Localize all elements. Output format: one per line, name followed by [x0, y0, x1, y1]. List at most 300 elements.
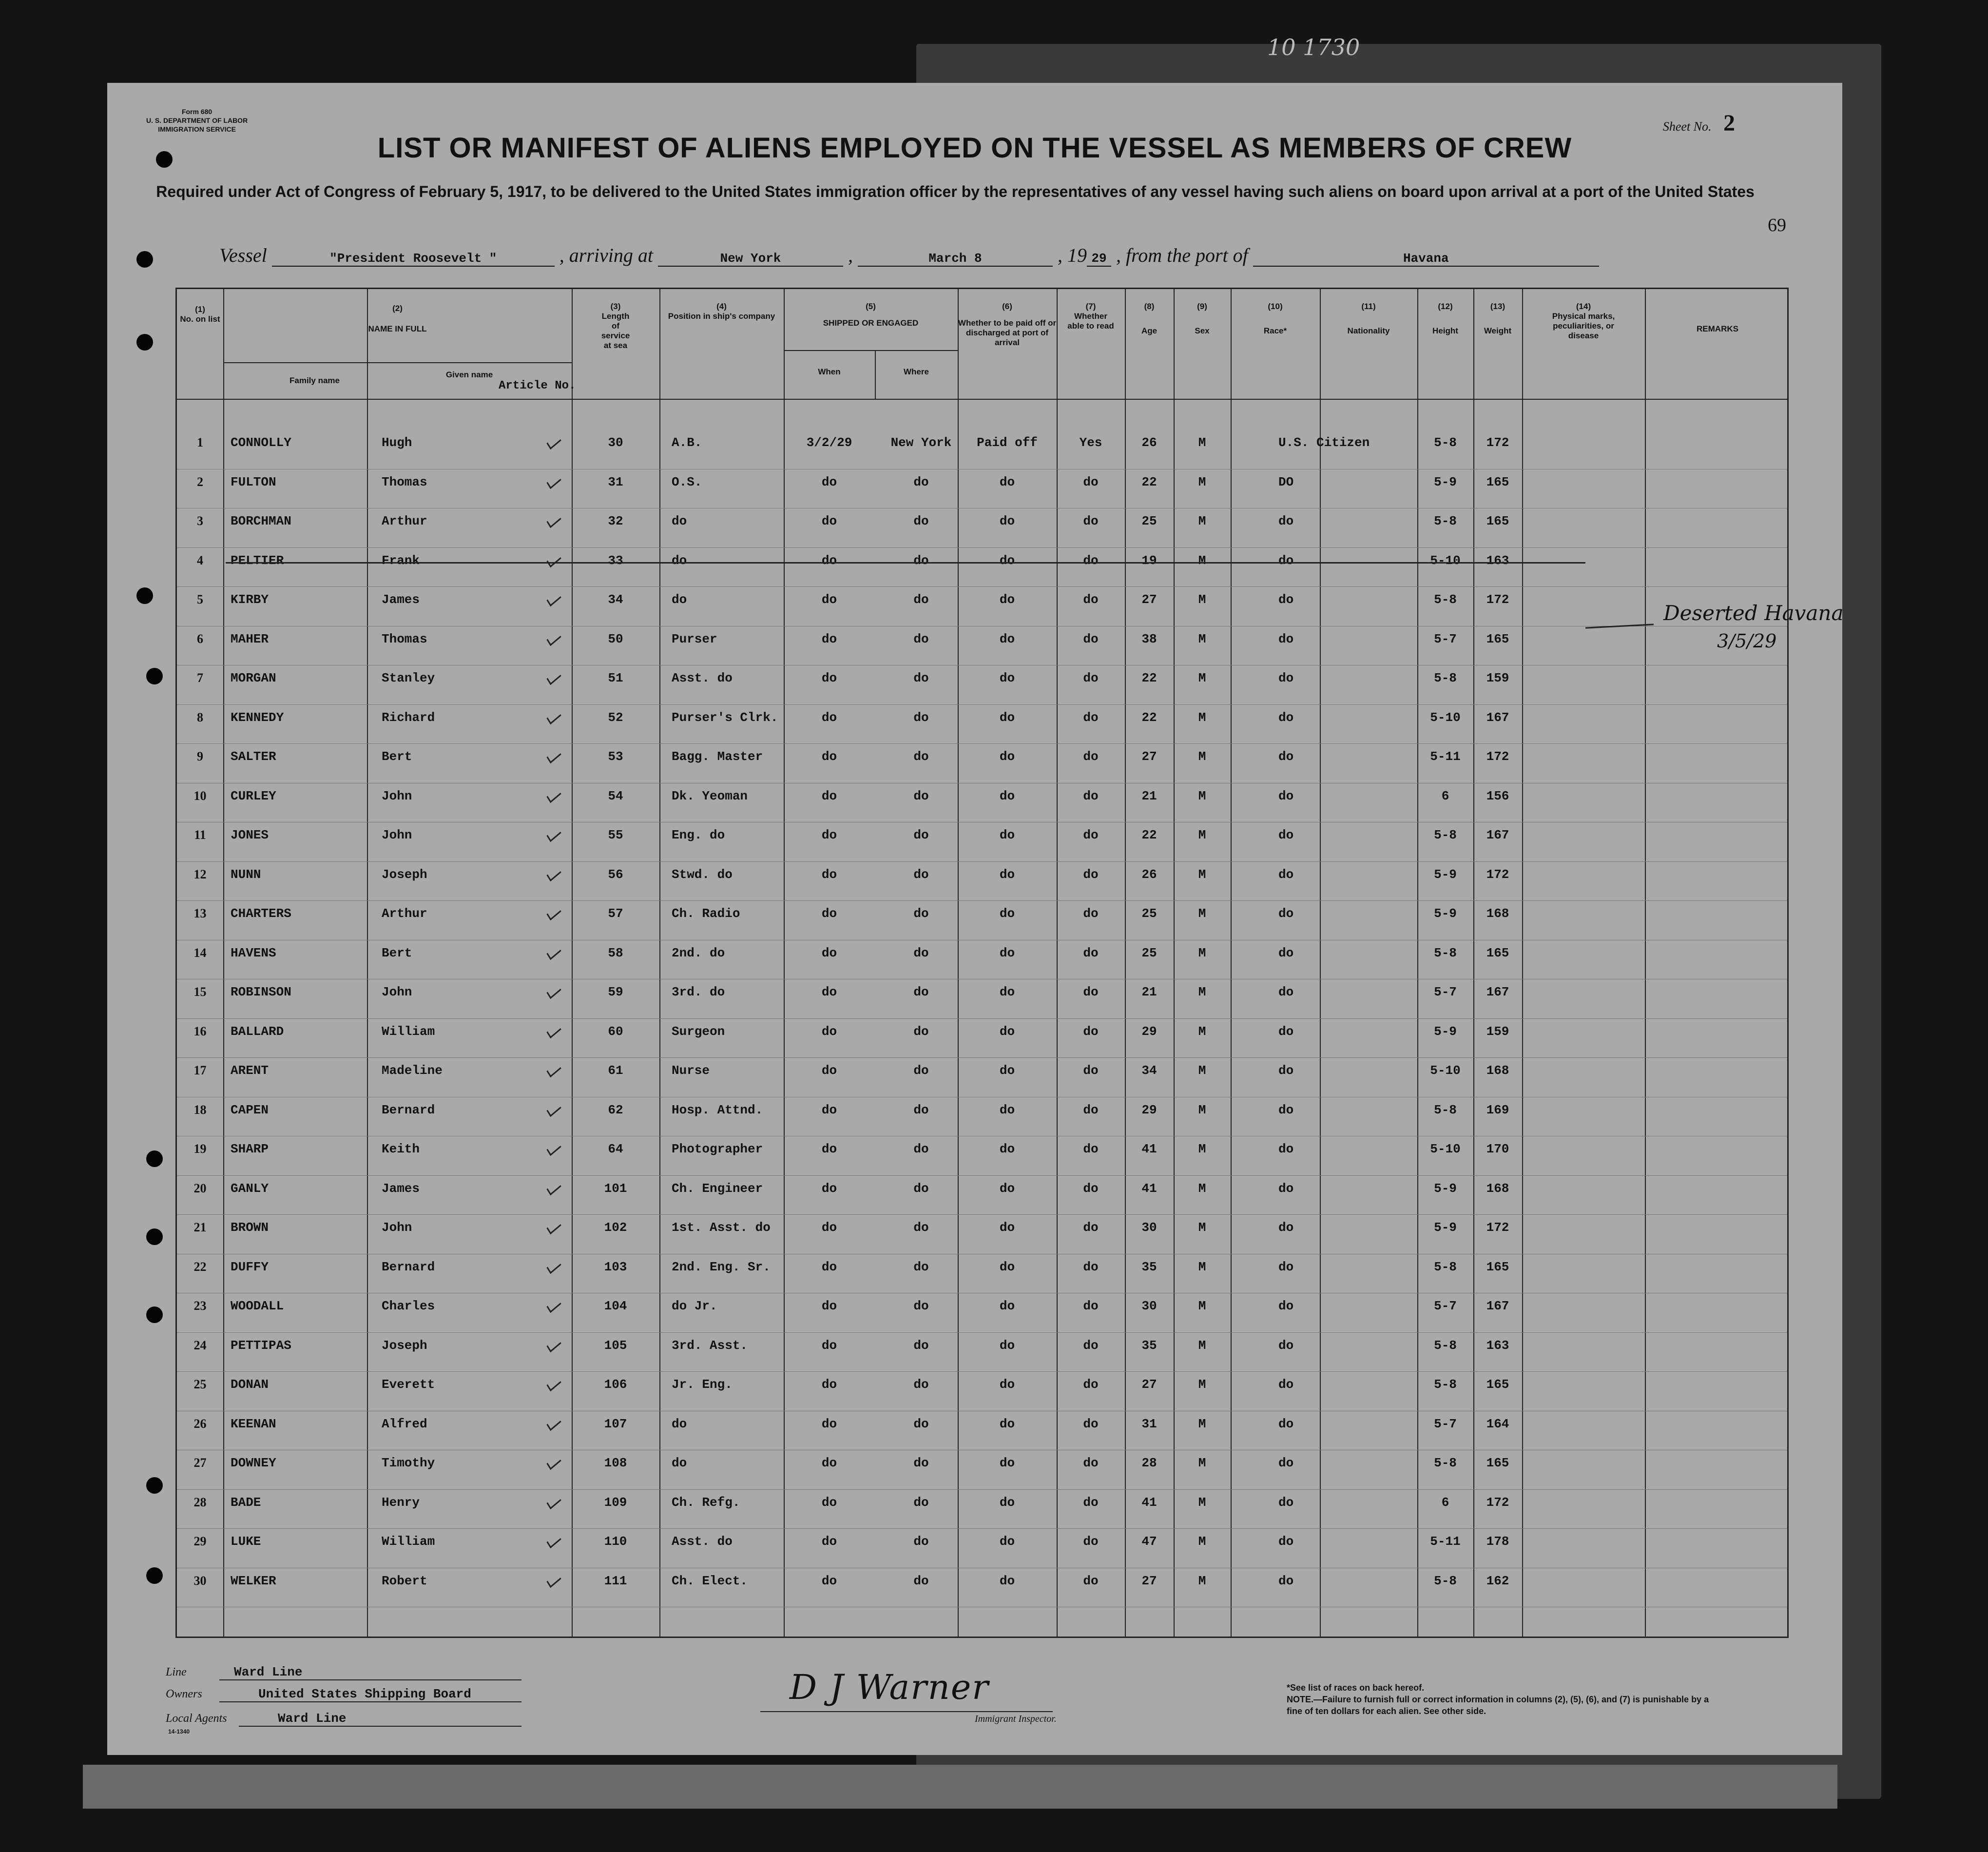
- check-mark-icon: [545, 1493, 564, 1506]
- cell-sex: M: [1198, 631, 1206, 646]
- cell-position: O.S.: [672, 474, 702, 489]
- cell-height: 5-8: [1434, 1102, 1457, 1117]
- cell-row-number: 18: [193, 1102, 207, 1117]
- cell-given-name: Bert: [382, 749, 412, 764]
- row-rule: [177, 1057, 1787, 1058]
- footer-notes: [1287, 1682, 1725, 1717]
- cell-shipped-when: do: [821, 1377, 837, 1392]
- cell-shipped-when: do: [821, 1181, 837, 1196]
- cell-age: 30: [1141, 1299, 1157, 1313]
- cell-shipped-when: do: [821, 1299, 837, 1313]
- cell-given-name: Joseph: [382, 1338, 427, 1353]
- cell-age: 29: [1141, 1102, 1157, 1117]
- cell-family-name: DONAN: [231, 1377, 269, 1392]
- cell-able-to-read: do: [1083, 1416, 1099, 1431]
- cell-position: Eng. do: [672, 828, 725, 842]
- cell-height: 5-8: [1434, 1456, 1457, 1470]
- remark-deserted: Deserted Havana: [1663, 601, 1844, 625]
- cell-service-length: 55: [608, 828, 623, 842]
- note-penalty: NOTE.—Failure to furnish full or correct information in columns (2), (5), (6), and (7) is punishable by a fine of ten dollars for each alien. See other side.: [1287, 1695, 1709, 1716]
- remark-pointer-line: [1585, 624, 1654, 628]
- col-height-header: (12) Height: [1432, 302, 1458, 335]
- cell-height: 5-9: [1434, 1024, 1457, 1039]
- cell-given-name: Stanley: [382, 671, 435, 685]
- row-rule: [177, 1175, 1787, 1176]
- cell-age: 47: [1141, 1534, 1157, 1549]
- cell-shipped-where: do: [913, 906, 929, 921]
- cell-shipped-where: do: [913, 945, 929, 960]
- cell-shipped-when: do: [821, 474, 837, 489]
- cell-family-name: MORGAN: [231, 671, 276, 685]
- cell-able-to-read: do: [1083, 788, 1099, 803]
- cell-shipped-when: do: [821, 631, 837, 646]
- cell-paid-off: do: [999, 514, 1015, 528]
- cell-sex: M: [1198, 1456, 1206, 1470]
- cell-given-name: Alfred: [382, 1416, 427, 1431]
- punch-hole: [146, 1306, 163, 1323]
- crew-table: [175, 288, 1844, 1638]
- cell-position: Stwd. do: [672, 867, 733, 882]
- cell-nationality: do: [1278, 945, 1294, 960]
- signature-line: [760, 1711, 1053, 1712]
- cell-sex: M: [1198, 710, 1206, 725]
- cell-row-number: 8: [197, 710, 203, 724]
- cell-age: 19: [1141, 553, 1157, 568]
- cell-able-to-read: do: [1083, 906, 1099, 921]
- arrival-port: New York: [658, 251, 843, 267]
- cell-nationality: do: [1278, 671, 1294, 685]
- punch-hole: [136, 587, 153, 604]
- departure-port: Havana: [1253, 251, 1599, 267]
- cell-nationality: do: [1278, 1573, 1294, 1588]
- cell-shipped-when: 3/2/29: [806, 435, 852, 450]
- vessel-name: "President Roosevelt ": [272, 251, 555, 267]
- vessel-line: Vessel "President Roosevelt " , arriving at New York , March 8 , 19 29 , from the port of Havana: [219, 244, 1599, 267]
- cell-shipped-where: do: [913, 1416, 929, 1431]
- cell-height: 5-7: [1434, 1416, 1457, 1431]
- cell-sex: M: [1198, 1299, 1206, 1313]
- cell-family-name: CURLEY: [231, 788, 276, 803]
- cell-position: Bagg. Master: [672, 749, 763, 764]
- row-rule: [177, 704, 1787, 705]
- check-mark-icon: [545, 1297, 564, 1309]
- cell-service-length: 60: [608, 1024, 623, 1039]
- cell-weight: 168: [1486, 906, 1509, 921]
- check-mark-icon: [545, 590, 564, 603]
- cell-weight: 165: [1486, 945, 1509, 960]
- cell-nationality: U.S. Citizen: [1278, 435, 1370, 450]
- cell-weight: 167: [1486, 710, 1509, 725]
- cell-able-to-read: do: [1083, 671, 1099, 685]
- cell-nationality: do: [1278, 1259, 1294, 1274]
- cell-row-number: 5: [197, 592, 203, 606]
- underlying-page-edge: [83, 1765, 1837, 1809]
- cell-weight: 168: [1486, 1063, 1509, 1078]
- cell-shipped-where: do: [913, 474, 929, 489]
- cell-service-length: 31: [608, 474, 623, 489]
- cell-paid-off: do: [999, 1495, 1015, 1510]
- cell-position: A.B.: [672, 435, 702, 450]
- remark-deserted-date: 3/5/29: [1717, 630, 1777, 652]
- cell-nationality: do: [1278, 1338, 1294, 1353]
- cell-paid-off: do: [999, 1573, 1015, 1588]
- cell-sex: M: [1198, 474, 1206, 489]
- cell-shipped-where: do: [913, 1495, 929, 1510]
- cell-paid-off: do: [999, 1534, 1015, 1549]
- cell-weight: 169: [1486, 1102, 1509, 1117]
- cell-paid-off: do: [999, 1338, 1015, 1353]
- cell-row-number: 19: [193, 1142, 207, 1156]
- manifest-page: [107, 83, 1842, 1755]
- cell-shipped-when: do: [821, 1338, 837, 1353]
- cell-weight: 172: [1486, 1495, 1509, 1510]
- cell-height: 5-8: [1434, 671, 1457, 685]
- cell-row-number: 13: [193, 906, 207, 920]
- cell-service-length: 30: [608, 435, 623, 450]
- cell-height: 5-8: [1434, 435, 1457, 450]
- cell-shipped-when: do: [821, 710, 837, 725]
- cell-family-name: DUFFY: [231, 1259, 269, 1274]
- cell-row-number: 25: [193, 1377, 207, 1391]
- col-remarks-header: REMARKS: [1697, 324, 1738, 333]
- cell-shipped-when: do: [821, 788, 837, 803]
- check-mark-icon: [545, 904, 564, 917]
- cell-able-to-read: do: [1083, 1220, 1099, 1235]
- form-department: U. S. DEPARTMENT OF LABOR: [146, 117, 248, 124]
- cell-sex: M: [1198, 1102, 1206, 1117]
- cell-able-to-read: do: [1083, 749, 1099, 764]
- cell-family-name: CAPEN: [231, 1102, 269, 1117]
- cell-service-length: 111: [604, 1573, 627, 1588]
- cell-weight: 165: [1486, 1259, 1509, 1274]
- cell-family-name: KENNEDY: [231, 710, 284, 725]
- cell-position: Ch. Refg.: [672, 1495, 740, 1510]
- cell-row-number: 27: [193, 1456, 207, 1470]
- cell-given-name: Madeline: [382, 1063, 443, 1078]
- cell-age: 27: [1141, 592, 1157, 607]
- cell-age: 41: [1141, 1142, 1157, 1156]
- cell-nationality: do: [1278, 553, 1294, 568]
- cell-height: 5-9: [1434, 906, 1457, 921]
- cell-height: 5-10: [1430, 1142, 1461, 1156]
- cell-able-to-read: do: [1083, 1534, 1099, 1549]
- cell-height: 5-10: [1430, 710, 1461, 725]
- cell-paid-off: do: [999, 1220, 1015, 1235]
- cell-nationality: do: [1278, 1220, 1294, 1235]
- cell-weight: 178: [1486, 1534, 1509, 1549]
- cell-shipped-when: do: [821, 1142, 837, 1156]
- cell-nationality: do: [1278, 749, 1294, 764]
- cell-weight: 172: [1486, 1220, 1509, 1235]
- cell-weight: 172: [1486, 435, 1509, 450]
- cell-service-length: 58: [608, 945, 623, 960]
- cell-paid-off: do: [999, 867, 1015, 882]
- cell-height: 5-7: [1434, 1299, 1457, 1313]
- note-races: *See list of races on back hereof.: [1287, 1683, 1425, 1693]
- cell-age: 25: [1141, 514, 1157, 528]
- cell-height: 5-11: [1430, 1534, 1461, 1549]
- cell-shipped-when: do: [821, 1102, 837, 1117]
- cell-sex: M: [1198, 749, 1206, 764]
- cell-shipped-where: do: [913, 1299, 929, 1313]
- cell-shipped-when: do: [821, 1456, 837, 1470]
- cell-weight: 163: [1486, 553, 1509, 568]
- cell-age: 25: [1141, 906, 1157, 921]
- strike-through-line: [226, 562, 1585, 564]
- cell-row-number: 12: [193, 867, 207, 881]
- cell-sex: M: [1198, 671, 1206, 685]
- cell-sex: M: [1198, 1142, 1206, 1156]
- cell-shipped-when: do: [821, 749, 837, 764]
- owners-label: Owners: [166, 1688, 202, 1700]
- cell-row-number: 7: [197, 671, 203, 685]
- cell-shipped-when: do: [821, 592, 837, 607]
- from-label: , from the port of: [1116, 244, 1248, 266]
- cell-weight: 165: [1486, 1456, 1509, 1470]
- check-mark-icon: [545, 630, 564, 643]
- cell-position: Ch. Elect.: [672, 1573, 748, 1588]
- punch-hole: [146, 1567, 163, 1584]
- cell-paid-off: do: [999, 945, 1015, 960]
- cell-family-name: MAHER: [231, 631, 269, 646]
- cell-service-length: 56: [608, 867, 623, 882]
- cell-family-name: PELTIER: [231, 553, 284, 568]
- cell-shipped-when: do: [821, 1534, 837, 1549]
- cell-given-name: James: [382, 1181, 420, 1196]
- footer-owners: [166, 1687, 521, 1702]
- cell-age: 41: [1141, 1495, 1157, 1510]
- cell-family-name: GANLY: [231, 1181, 269, 1196]
- cell-service-length: 34: [608, 592, 623, 607]
- cell-service-length: 33: [608, 553, 623, 568]
- check-mark-icon: [545, 669, 564, 682]
- cell-weight: 167: [1486, 985, 1509, 999]
- form-number: Form 680: [181, 108, 212, 116]
- form-code: 14-1340: [168, 1728, 190, 1735]
- sheet-value: 2: [1723, 110, 1735, 136]
- form-service: IMMIGRATION SERVICE: [158, 125, 236, 133]
- arriving-label: , arriving at: [559, 244, 653, 266]
- arrival-year: 29: [1087, 251, 1111, 267]
- cell-given-name: Frank: [382, 553, 420, 568]
- col-family-name-header: Family name: [290, 376, 340, 385]
- col-service-header: (3) Length of service at sea: [601, 302, 630, 350]
- cell-service-length: 107: [604, 1416, 627, 1431]
- row-rule: [177, 1528, 1787, 1529]
- year-prefix: , 19: [1058, 244, 1087, 266]
- check-mark-icon: [545, 1415, 564, 1427]
- cell-nationality: do: [1278, 1534, 1294, 1549]
- cell-age: 26: [1141, 867, 1157, 882]
- cell-shipped-when: do: [821, 906, 837, 921]
- cell-service-length: 106: [604, 1377, 627, 1392]
- cell-row-number: 6: [197, 631, 203, 646]
- cell-shipped-where: do: [913, 985, 929, 999]
- cell-position: Asst. do: [672, 671, 733, 685]
- check-mark-icon: [545, 865, 564, 878]
- cell-given-name: Bert: [382, 945, 412, 960]
- cell-age: 21: [1141, 985, 1157, 999]
- cell-service-length: 61: [608, 1063, 623, 1078]
- cell-able-to-read: do: [1083, 1377, 1099, 1392]
- cell-position: Dk. Yeoman: [672, 788, 748, 803]
- cell-weight: 163: [1486, 1338, 1509, 1353]
- cell-given-name: Joseph: [382, 867, 427, 882]
- cell-weight: 156: [1486, 788, 1509, 803]
- col-race-header: (10) Race*: [1263, 302, 1287, 335]
- cell-sex: M: [1198, 1495, 1206, 1510]
- cell-position: 2nd. Eng. Sr.: [672, 1259, 771, 1274]
- cell-service-length: 59: [608, 985, 623, 999]
- line-label: Line: [166, 1666, 187, 1678]
- cell-height: 5-9: [1434, 867, 1457, 882]
- cell-height: 5-9: [1434, 1181, 1457, 1196]
- cell-age: 21: [1141, 788, 1157, 803]
- col-shipped-header: (5) SHIPPED OR ENGAGED: [823, 302, 919, 328]
- cell-height: 5-9: [1434, 1220, 1457, 1235]
- row-rule: [177, 547, 1787, 548]
- check-mark-icon: [545, 512, 564, 525]
- cell-shipped-when: do: [821, 1063, 837, 1078]
- cell-nationality: do: [1278, 1102, 1294, 1117]
- cell-paid-off: do: [999, 671, 1015, 685]
- check-mark-icon: [545, 1532, 564, 1545]
- cell-able-to-read: do: [1083, 592, 1099, 607]
- cell-family-name: FULTON: [231, 474, 276, 489]
- cell-family-name: BROWN: [231, 1220, 269, 1235]
- cell-paid-off: do: [999, 631, 1015, 646]
- cell-nationality: do: [1278, 906, 1294, 921]
- check-mark-icon: [545, 1454, 564, 1466]
- cell-weight: 165: [1486, 514, 1509, 528]
- cell-weight: 168: [1486, 1181, 1509, 1196]
- cell-paid-off: do: [999, 553, 1015, 568]
- cell-paid-off: do: [999, 1102, 1015, 1117]
- cell-given-name: William: [382, 1024, 435, 1039]
- col-position-header: (4) Position in ship's company: [668, 302, 775, 321]
- cell-position: do Jr.: [672, 1299, 717, 1313]
- cell-service-length: 54: [608, 788, 623, 803]
- cell-given-name: Bernard: [382, 1259, 435, 1274]
- cell-height: 5-9: [1434, 474, 1457, 489]
- article-no-label: Article No.: [499, 379, 576, 392]
- row-rule: [177, 1332, 1787, 1333]
- cell-able-to-read: do: [1083, 710, 1099, 725]
- cell-position: 3rd. Asst.: [672, 1338, 748, 1353]
- cell-sex: M: [1198, 1416, 1206, 1431]
- cell-shipped-where: do: [913, 867, 929, 882]
- cell-position: Purser: [672, 631, 717, 646]
- row-rule: [177, 1489, 1787, 1490]
- cell-row-number: 2: [197, 474, 203, 489]
- col-physical-marks-header: (14) Physical marks, peculiarities, or disease: [1552, 302, 1615, 340]
- cell-row-number: 28: [193, 1495, 207, 1509]
- cell-shipped-where: New York: [890, 435, 952, 450]
- cell-paid-off: do: [999, 828, 1015, 842]
- cell-nationality: do: [1278, 592, 1294, 607]
- cell-position: do: [672, 514, 687, 528]
- cell-age: 35: [1141, 1338, 1157, 1353]
- check-mark-icon: [545, 1336, 564, 1349]
- cell-row-number: 16: [193, 1024, 207, 1038]
- cell-row-number: 11: [194, 828, 206, 842]
- cell-sex: M: [1198, 1338, 1206, 1353]
- cell-family-name: BADE: [231, 1495, 261, 1510]
- cell-given-name: John: [382, 828, 412, 842]
- cell-height: 5-8: [1434, 1573, 1457, 1588]
- cell-nationality: do: [1278, 710, 1294, 725]
- inspector-label: Immigrant Inspector.: [975, 1714, 1057, 1724]
- cell-age: 27: [1141, 749, 1157, 764]
- cell-able-to-read: do: [1083, 514, 1099, 528]
- cell-age: 25: [1141, 945, 1157, 960]
- cell-age: 26: [1141, 435, 1157, 450]
- cell-nationality: do: [1278, 1181, 1294, 1196]
- cell-shipped-when: do: [821, 1495, 837, 1510]
- punch-hole: [146, 1228, 163, 1245]
- cell-shipped-where: do: [913, 1456, 929, 1470]
- cell-shipped-where: do: [913, 1024, 929, 1039]
- arrival-date: March 8: [858, 251, 1053, 267]
- cell-age: 27: [1141, 1377, 1157, 1392]
- cell-able-to-read: do: [1083, 1338, 1099, 1353]
- cell-sex: M: [1198, 592, 1206, 607]
- cell-family-name: BORCHMAN: [231, 514, 291, 528]
- cell-weight: 172: [1486, 592, 1509, 607]
- cell-family-name: JONES: [231, 828, 269, 842]
- owners-value: United States Shipping Board: [219, 1687, 521, 1702]
- check-mark-icon: [545, 1179, 564, 1192]
- cell-paid-off: do: [999, 1416, 1015, 1431]
- cell-row-number: 14: [193, 945, 207, 960]
- cell-sex: M: [1198, 1181, 1206, 1196]
- cell-shipped-where: do: [913, 1534, 929, 1549]
- cell-family-name: CONNOLLY: [231, 435, 291, 450]
- check-mark-icon: [545, 1218, 564, 1231]
- cell-given-name: Bernard: [382, 1102, 435, 1117]
- cell-weight: 162: [1486, 1573, 1509, 1588]
- cell-able-to-read: do: [1083, 1024, 1099, 1039]
- cell-position: Asst. do: [672, 1534, 733, 1549]
- agents-value: Ward Line: [239, 1711, 521, 1727]
- cell-shipped-when: do: [821, 1259, 837, 1274]
- sheet-label: Sheet No.: [1662, 119, 1712, 134]
- cell-nationality: DO: [1278, 474, 1294, 489]
- cell-position: do: [672, 1416, 687, 1431]
- cell-able-to-read: do: [1083, 553, 1099, 568]
- cell-age: 31: [1141, 1416, 1157, 1431]
- cell-row-number: 10: [193, 788, 207, 803]
- cell-family-name: ROBINSON: [231, 985, 291, 999]
- cell-row-number: 29: [193, 1534, 207, 1548]
- cell-family-name: KIRBY: [231, 592, 269, 607]
- cell-age: 35: [1141, 1259, 1157, 1274]
- cell-height: 5-8: [1434, 1259, 1457, 1274]
- cell-sex: M: [1198, 435, 1206, 450]
- check-mark-icon: [545, 708, 564, 721]
- cell-height: 5-7: [1434, 631, 1457, 646]
- page-subtitle: Required under Act of Congress of February 5, 1917, to be delivered to the United States immigration officer by the representatives of any vessel having such aliens on board upon arrival at a port of the United States: [156, 183, 1755, 200]
- vessel-label: Vessel: [219, 244, 267, 266]
- cell-nationality: do: [1278, 788, 1294, 803]
- cell-nationality: do: [1278, 867, 1294, 882]
- cell-age: 29: [1141, 1024, 1157, 1039]
- cell-able-to-read: Yes: [1079, 435, 1102, 450]
- cell-able-to-read: do: [1083, 1181, 1099, 1196]
- check-mark-icon: [545, 1101, 564, 1113]
- col-read-header: (7) Whether able to read: [1067, 302, 1114, 331]
- cell-nationality: do: [1278, 1416, 1294, 1431]
